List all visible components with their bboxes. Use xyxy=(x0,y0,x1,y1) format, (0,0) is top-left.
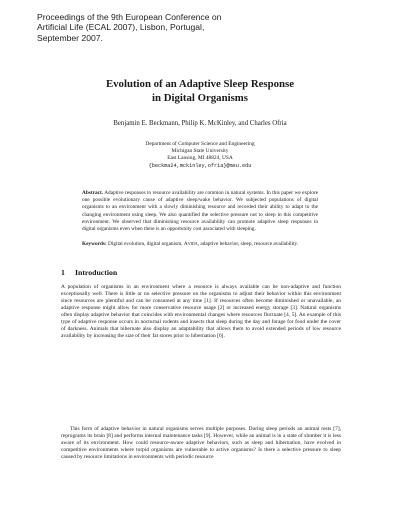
proceedings-note xyxy=(37,12,287,43)
paper-title xyxy=(60,77,340,105)
affiliation xyxy=(80,141,320,170)
abstract-text: Adaptive responses to resource availability are common in natural systems. In this paper we explore one possible evolutionary cause of adaptive sleep/wake behavior. We subjected populations of digital organisms to an environment with a slowly diminishing resource and recorded their ability to adapt to the changing environment using sleep. We also quantified the selective pressure not to sleep in this competitive environment. We observed that diminishing resource availability can promote adaptive sleep responses in digital organisms even when there is an opportunity cost associated with sleeping. xyxy=(82,190,318,233)
proceedings-line: September 2007. xyxy=(37,32,103,43)
section-heading xyxy=(61,268,117,277)
keywords-label: Keywords: xyxy=(82,241,107,247)
body-paragraph: A population of organisms in an environment where a resource is always available can be non-adaptive and function exceptionally well. There is little or no selective pressure on the organisms to adjust their behavior within this environment since resources are plentiful and can be consumed at any time [1]. If resources often become diminished or unavailable, an adaptive response might allow for more conservative resource usage [2] or increased energy storage [3]. Natural organisms often display adaptive behavior that coincides with environmental changes where resources fluctuate [4, 5]. An example of this type of adaptive response occurs in nocturnal rodents and insects that sleep during the day and forage for food under the cover of darkness. Animals that hibernate also display an adaptability that allows them to avoid extended periods of low resource availability by increasing the size of their fat stores prior to hibernation [6]. xyxy=(61,284,341,339)
keywords-text-after: , adaptive behavior, sleep, resource availability. xyxy=(197,241,299,247)
author-list: Benjamin E. Beckmann, Philip K. McKinley, and Charles Ofria xyxy=(113,120,287,127)
author-emails: {beckma24,mckinley,ofria}@msu.edu xyxy=(148,162,252,169)
body-paragraph: This form of adaptive behavior in natural organisms serves multiple purposes. During sleep periods an animal rests [7], reprograms its brain [8] and performs internal maintenance tasks [9]. However, while an animal is in a state of slumber it is less aware of its environment. How could resource-aware adaptive behaviors, such as sleep and hibernation, have evolved in competitive environments where torpid organisms are vulnerable to active organisms? Is there a selective pressure to sleep caused by resource limitations in environments with periodic resource xyxy=(61,426,341,460)
section-title: Introduction xyxy=(74,268,118,277)
keyword-avida: Avida xyxy=(183,241,198,247)
keywords-text-before: Digital evolution, digital organism, xyxy=(108,241,183,247)
keywords xyxy=(82,241,318,248)
title-line: in Digital Organisms xyxy=(152,92,248,104)
proceedings-line: Proceedings of the 9th European Conference on xyxy=(37,12,222,22)
abstract xyxy=(82,190,318,233)
proceedings-line: Artificial Life (ECAL 2007), Lisbon, Portugal, xyxy=(37,22,205,33)
affiliation-line: East Lansing, MI 48824, USA xyxy=(167,155,233,162)
title-line: Evolution of an Adaptive Sleep Response xyxy=(105,78,295,90)
abstract-label: Abstract. xyxy=(82,190,104,196)
affiliation-line: Department of Computer Science and Engineering xyxy=(145,141,255,147)
affiliation-line: Michigan State University xyxy=(171,148,229,155)
section-number: 1 xyxy=(61,268,65,277)
